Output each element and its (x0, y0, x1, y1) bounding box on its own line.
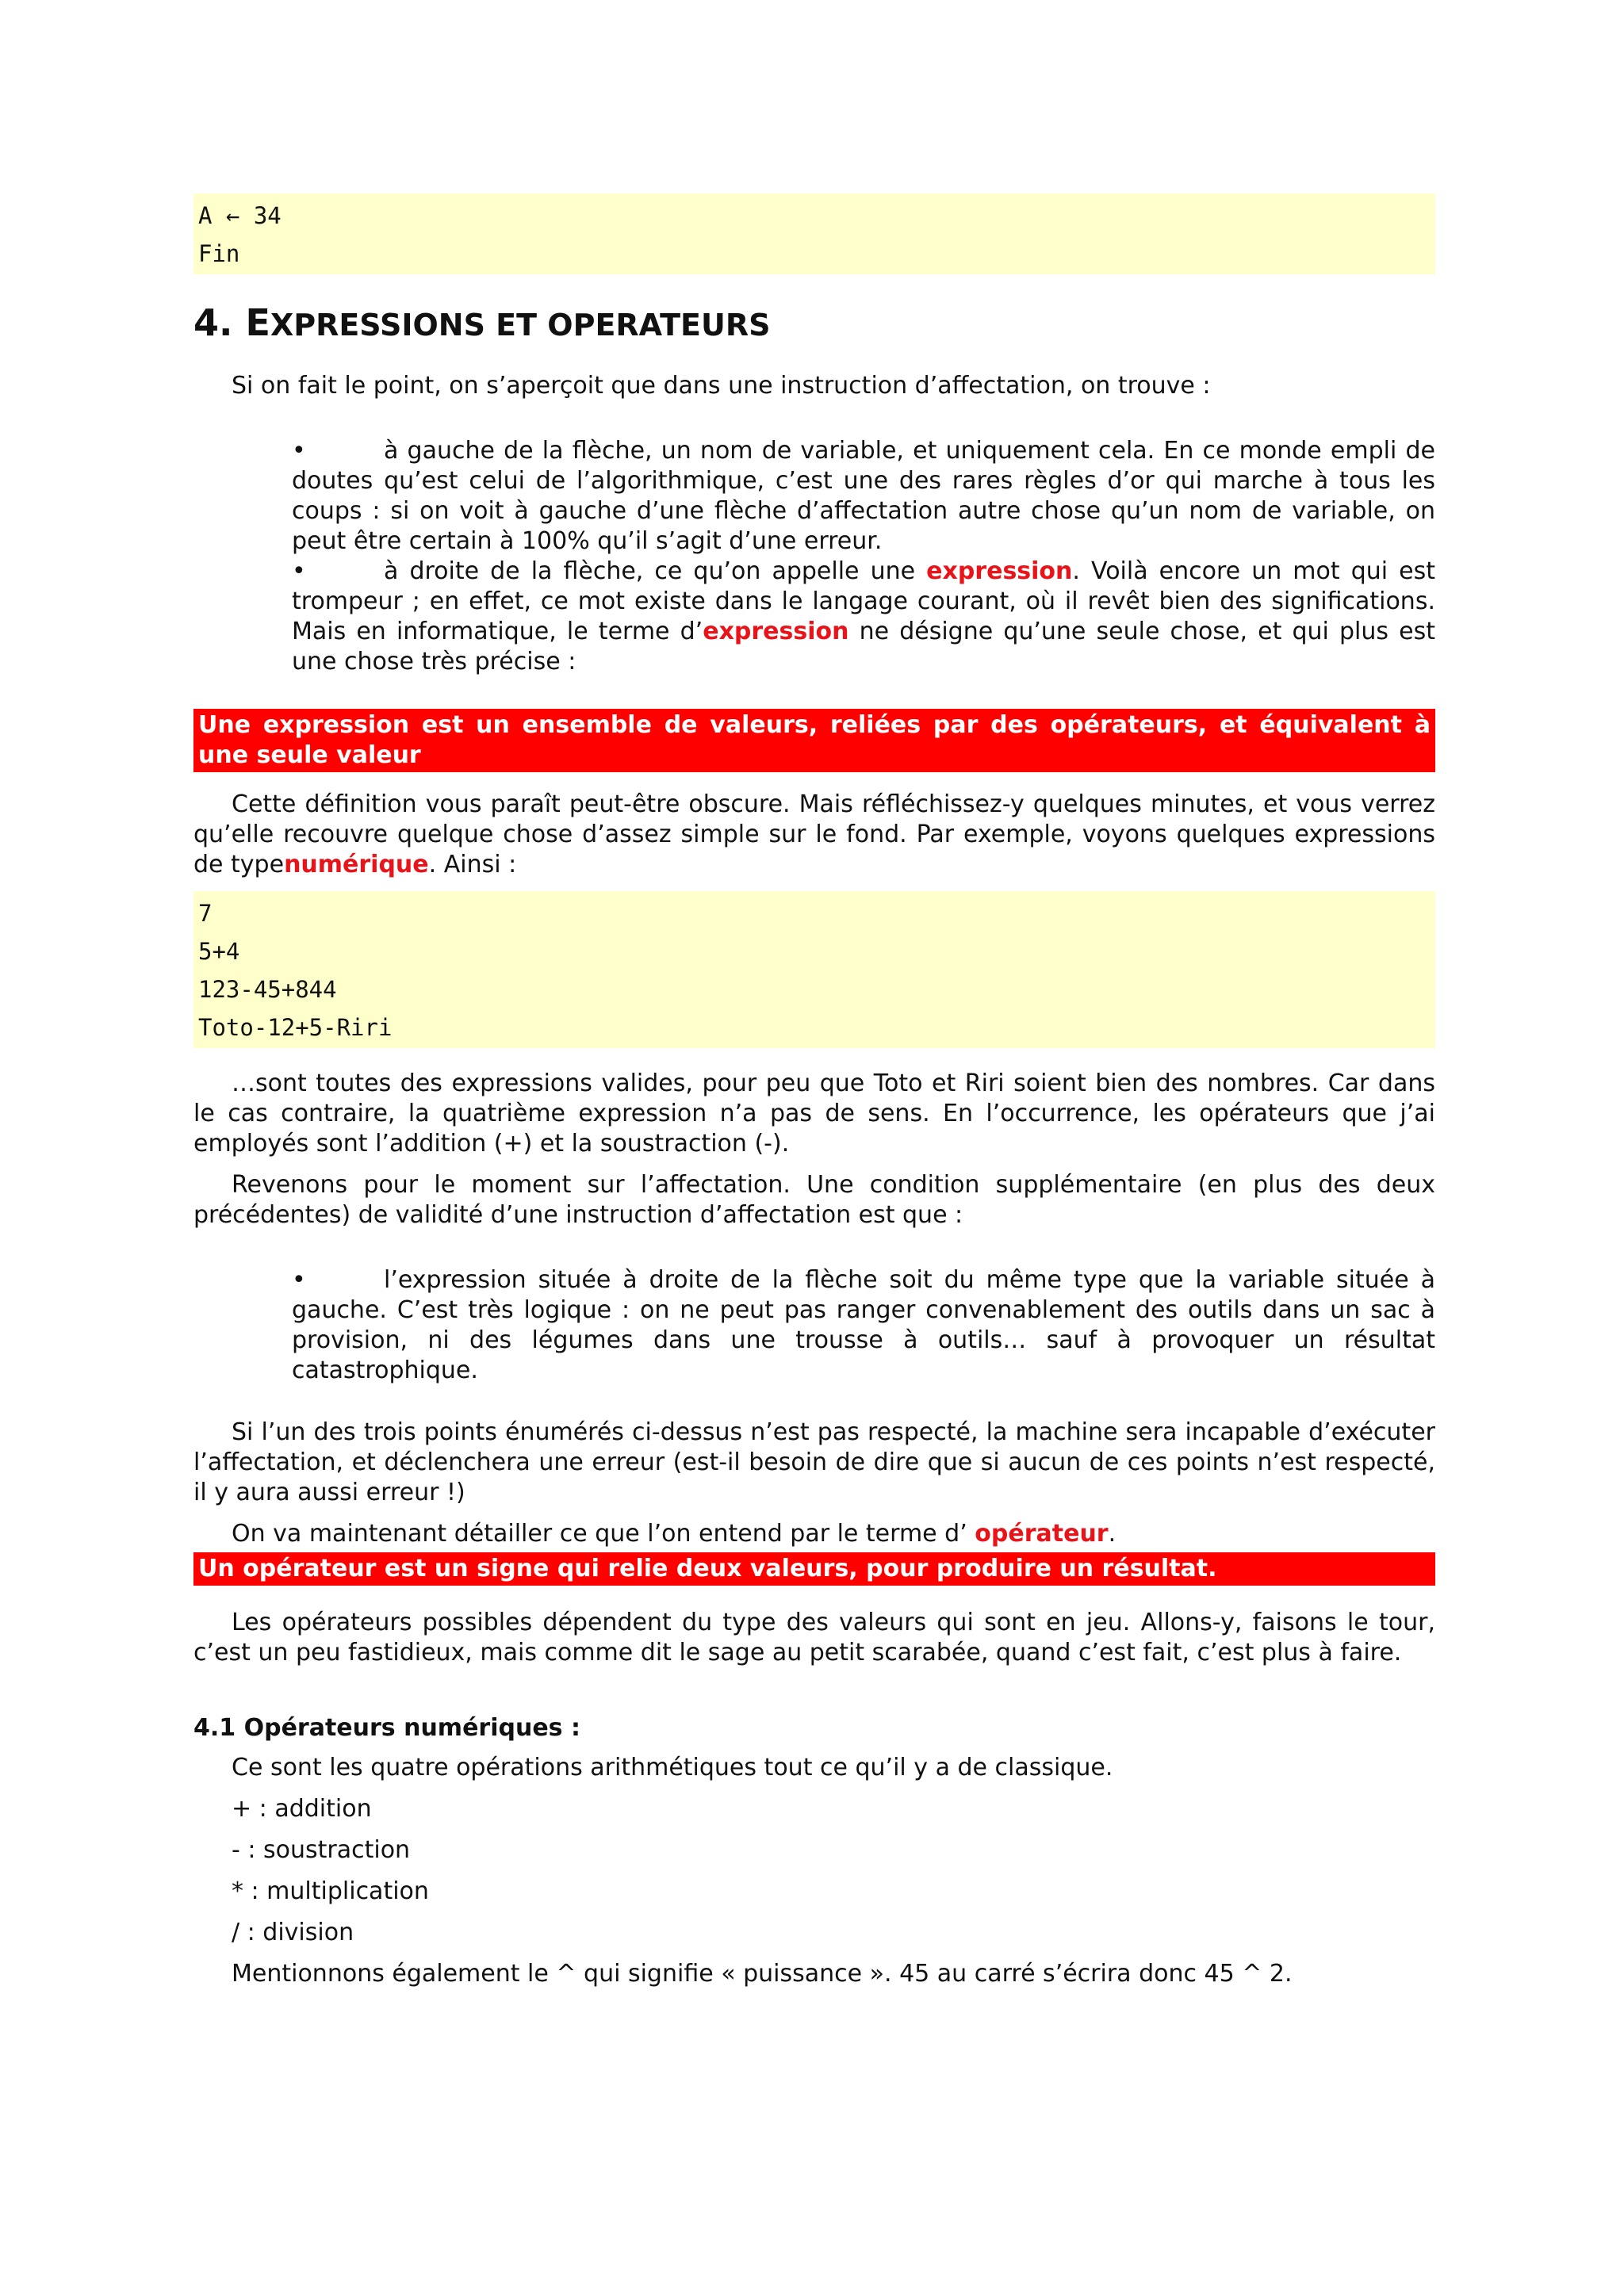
code-line: 5+4 (198, 938, 240, 965)
keyword-operateur: opérateur (975, 1520, 1109, 1548)
operator-item: / : division (232, 1919, 354, 1946)
keyword-expression: expression (926, 557, 1073, 585)
code-line: Toto-12+5-Riri (198, 1014, 393, 1041)
section-title (193, 301, 1435, 344)
power-paragraph: Mentionnons également le ^ qui signifie « puissance ». 45 au carré s’écrira donc 45 ^ 2. (232, 1960, 1293, 1988)
bullet-text: ne désigne qu’une seule chose, et qui plus est une chose très précise : (292, 618, 1435, 675)
code-line: 123-45+844 (198, 976, 337, 1003)
keyword-expression: expression (703, 618, 849, 645)
bullet-text: à gauche de la flèche, un nom de variable, et uniquement cela. En ce monde empli de doutes qu’est celui de l’algorithmique, c’est une des rares règles d’or qui marche à tous les coups : si on voit à gauche d’une flèche d’affectation autre chose qu’un nom de variable, on peut être certain à 100% qu’il s’agit d’une erreur. (292, 437, 1435, 555)
document-page (193, 193, 1435, 2000)
paragraph-text: On va maintenant détailler ce que l’on entend par le terme d’ (232, 1520, 975, 1548)
operator-item: + : addition (232, 1795, 372, 1823)
valid-paragraph: …sont toutes des expressions valides, pour peu que Toto et Riri soient bien des nombres. Car dans le cas contraire, la quatrième expression n’a pas de sens. En l’occurrence, les opérateurs que j’ai employés sont l’addition (+) et la soustraction (-). (193, 1070, 1435, 1158)
code-line: 7 (198, 900, 213, 927)
bullet-icon: • (292, 1266, 306, 1294)
section-title-initial: E (245, 301, 270, 344)
definition-operateur: Un opérateur est un signe qui relie deux valeurs, pour produire un résultat. (193, 1552, 1435, 1586)
subsection-title: 4.1 Opérateurs numériques : (193, 1714, 580, 1742)
list-item (292, 1265, 1435, 1386)
code-line: A ← 34 (198, 202, 282, 229)
onva-paragraph (193, 1519, 1435, 1549)
bullet-icon: • (292, 437, 306, 465)
operator-item: * : multiplication (232, 1877, 429, 1905)
list-item (292, 557, 1435, 677)
bullet-text: à droite de la flèche, ce qu’on appelle une (384, 557, 927, 585)
definition-expression: Une expression est un ensemble de valeurs, reliées par des opérateurs, et équivalent à une seule valeur (193, 709, 1435, 772)
code-line: Fin (198, 240, 240, 267)
code-block-examples (193, 891, 1435, 1048)
bullet-list-condition (193, 1265, 1435, 1386)
paragraph-text: . Ainsi : (428, 851, 517, 878)
paragraph-text: . (1108, 1520, 1116, 1548)
bullet-icon: • (292, 557, 306, 585)
operator-item: - : soustraction (232, 1836, 411, 1864)
list-item (292, 436, 1435, 557)
section-number: 4. (193, 301, 233, 344)
definition-paragraph (193, 790, 1435, 880)
paragraph-text: Cette définition vous paraît peut-être obscure. Mais réfléchissez-y quelques minutes, et vous verrez qu’elle recouvre quelque chose d’assez simple sur le fond. Par exemple, voyons quelques expressions de type (193, 790, 1435, 878)
operateurs-paragraph: Les opérateurs possibles dépendent du type des valeurs qui sont en jeu. Allons-y, faisons le tour, c’est un peu fastidieux, mais comme dit le sage au petit scarabée, quand c’est fait, c’est plus à faire. (193, 1609, 1435, 1667)
bullet-text: . Voilà encore un mot qui est trompeur ; en effet, ce mot existe dans le langage courant, où il revêt bien des significations. Mais en informatique, le terme d’ (292, 557, 1435, 645)
ops-intro: Ce sont les quatre opérations arithmétiques tout ce qu’il y a de classique. (232, 1754, 1113, 1781)
revenons-paragraph: Revenons pour le moment sur l’affectation. Une condition supplémentaire (en plus des deux précédentes) de validité d’une instruction d’affectation est que : (193, 1171, 1435, 1229)
keyword-numerique: numérique (284, 851, 429, 878)
intro-paragraph: Si on fait le point, on s’aperçoit que dans une instruction d’affectation, on trouve : (232, 372, 1211, 400)
section-title-rest: XPRESSIONS ET OPERATEURS (270, 308, 771, 342)
bullet-list-affectation (193, 436, 1435, 677)
si-paragraph: Si l’un des trois points énumérés ci-dessus n’est pas respecté, la machine sera incapable d’exécuter l’affectation, et déclenchera une erreur (est-il besoin de dire que si aucun de ces points n’est respecté, il y aura aussi erreur !) (193, 1418, 1435, 1506)
code-block-top (193, 193, 1435, 274)
bullet-text: l’expression située à droite de la flèche soit du même type que la variable située à gauche. C’est très logique : on ne peut pas ranger convenablement des outils dans un sac à provision, ni des légumes dans une trousse à outils… sauf à provoquer un résultat catastrophique. (292, 1266, 1435, 1384)
